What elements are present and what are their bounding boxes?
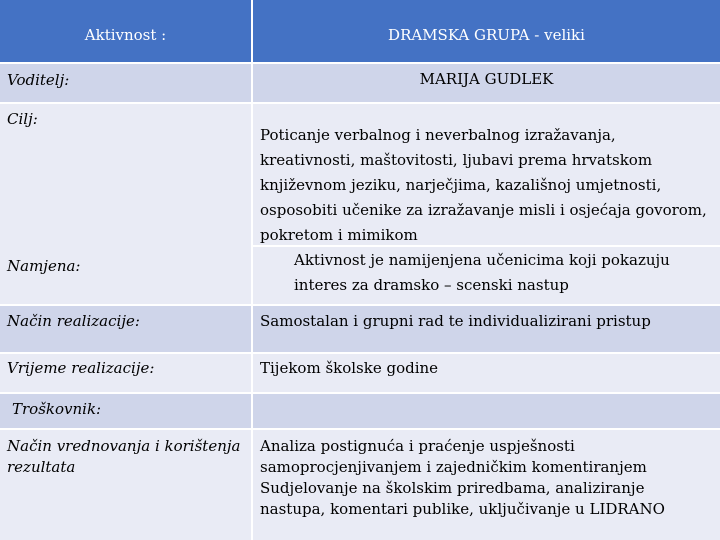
- goal-line: osposobiti učenike za izražavanje misli i osjećaja govorom,: [260, 201, 707, 219]
- leader-value: MARIJA GUDLEK: [419, 70, 554, 88]
- purpose-value-cell: [253, 247, 720, 304]
- header-activity-label: Aktivnost :: [84, 26, 167, 44]
- evaluation-value-cell: [253, 430, 720, 540]
- purpose-label: Namjena:: [7, 257, 81, 275]
- purpose-line: interes za dramsko – scenski nastup: [294, 276, 569, 294]
- method-value: Samostalan i grupni rad te individualizirani pristup: [260, 312, 651, 330]
- goal-label: Cilj:: [7, 110, 38, 128]
- goal-line: književnom jeziku, narječjima, kazališnoj umjetnosti,: [260, 176, 662, 194]
- method-value-cell: [253, 306, 720, 352]
- evaluation-value: [260, 436, 714, 520]
- time-value-cell: [253, 354, 720, 392]
- time-value: Tijekom školske godine: [260, 359, 439, 377]
- goal-line: kreativnosti, maštovitosti, ljubavi prema hrvatskom: [260, 151, 653, 169]
- leader-label: Voditelj:: [7, 71, 70, 89]
- header-activity-name-cell: [253, 0, 720, 62]
- purpose-line: Aktivnost je namijenjena učenicima koji pokazuju: [294, 251, 670, 269]
- evaluation-line: Sudjelovanje na školskim priredbama, analiziranje: [260, 479, 645, 497]
- header-activity-label-cell: [0, 0, 251, 62]
- time-label-cell: [0, 354, 251, 392]
- evaluation-label: [7, 436, 240, 478]
- goal-line: Poticanje verbalnog i neverbalnog izražavanja,: [260, 126, 616, 144]
- goal-line: pokretom i mimikom: [260, 226, 418, 244]
- evaluation-label-line: rezultata: [7, 458, 76, 476]
- goal-purpose-label-cell: [0, 104, 251, 304]
- costs-value-cell: [253, 394, 720, 428]
- evaluation-line: Analiza postignuća i praćenje uspješnosti: [260, 437, 575, 455]
- header-activity-name: DRAMSKA GRUPA - veliki: [388, 26, 585, 44]
- goal-value-cell: [253, 104, 720, 245]
- evaluation-line: nastupa, komentari publike, uključivanje u LIDRANO: [260, 500, 665, 518]
- time-label: Vrijeme realizacije:: [7, 359, 155, 377]
- evaluation-label-cell: [0, 430, 251, 540]
- method-label: Način realizacije:: [7, 312, 140, 330]
- leader-label-cell: [0, 64, 251, 102]
- purpose-value: [294, 248, 714, 298]
- evaluation-line: samoprocjenjivanjem i zajedničkim komentiranjem: [260, 458, 647, 476]
- leader-value-cell: [253, 64, 720, 102]
- goal-value: [260, 123, 714, 248]
- costs-label-cell: [0, 394, 251, 428]
- method-label-cell: [0, 306, 251, 352]
- evaluation-label-line: Način vrednovanja i korištenja: [7, 437, 241, 455]
- costs-label: Troškovnik:: [12, 400, 102, 418]
